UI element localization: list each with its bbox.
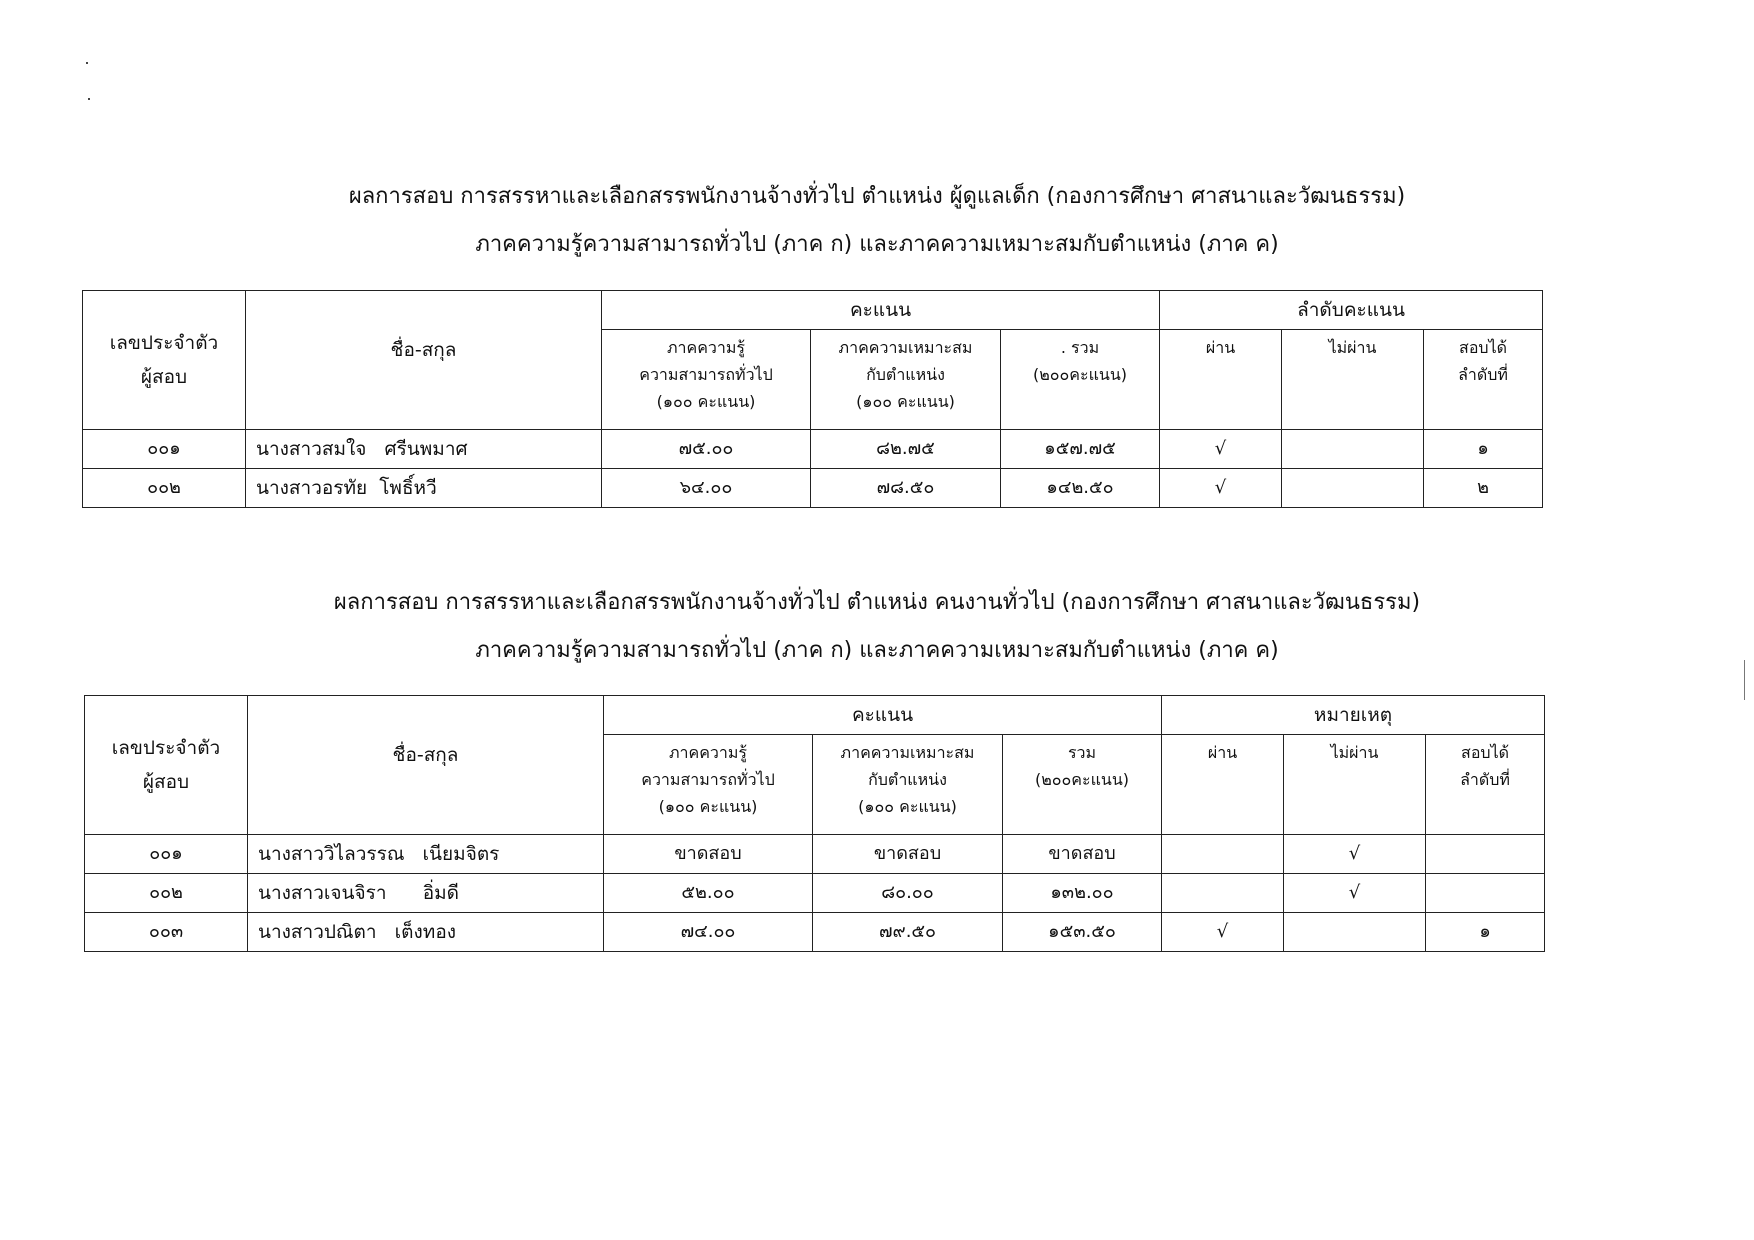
section2-title-line2: ภาคความรู้ความสามารถทั่วไป (ภาค ก) และภาคความเหมาะสมกับตำแหน่ง (ภาค ค) [475, 638, 1279, 663]
header-line: ลำดับคะแนน [1297, 299, 1405, 321]
cell-id: ๐๐๑ [83, 430, 246, 469]
table-row [85, 835, 1545, 874]
header-line: ผู้สอบ [142, 771, 190, 793]
col-header-fail [1284, 735, 1426, 835]
col-group-score [602, 291, 1160, 330]
cell-part-a: ๕๒.๐๐ [604, 874, 813, 913]
cell-fail [1282, 469, 1424, 508]
section1-title-line2: ภาคความรู้ความสามารถทั่วไป (ภาค ก) และภาคความเหมาะสมกับตำแหน่ง (ภาค ค) [475, 232, 1279, 257]
cell-total: ๑๓๒.๐๐ [1003, 874, 1162, 913]
section1-results-table [82, 290, 1543, 508]
table-row [85, 913, 1545, 952]
header-line: (๑๐๐ คะแนน) [656, 392, 756, 411]
header-line: กับตำแหน่ง [868, 770, 947, 789]
cell-id: ๐๐๑ [85, 835, 248, 874]
cell-total: ๑๕๓.๕๐ [1003, 913, 1162, 952]
col-header-name [248, 696, 604, 835]
header-line: ชื่อ-สกุล [390, 339, 457, 361]
col-header-pass [1160, 330, 1282, 430]
cell-rank: ๒ [1424, 469, 1543, 508]
header-line: ชื่อ-สกุล [392, 744, 459, 766]
cell-pass: √ [1160, 469, 1282, 508]
col-header-id [83, 291, 246, 430]
cell-total: ขาดสอบ [1003, 835, 1162, 874]
table-row [83, 469, 1543, 508]
header-line: ไม่ผ่าน [1328, 338, 1377, 357]
header-line: ภาคความรู้ [668, 743, 748, 762]
header-line: . รวม [1060, 338, 1100, 357]
cell-id: ๐๐๓ [85, 913, 248, 952]
header-line: ลำดับที่ [1460, 770, 1510, 789]
header-line: (๑๐๐ คะแนน) [658, 797, 758, 816]
section1-title-line1: ผลการสอบ การสรรหาและเลือกสรรพนักงานจ้างทั่วไป ตำแหน่ง ผู้ดูแลเด็ก (กองการศึกษา ศาสนาและวัฒนธรรม) [348, 184, 1406, 209]
section2-results-table [84, 695, 1545, 952]
col-header-part-a [604, 735, 813, 835]
cell-id: ๐๐๒ [85, 874, 248, 913]
header-line: ภาคความเหมาะสม [838, 338, 973, 357]
header-line: ผ่าน [1207, 743, 1238, 762]
header-line: สอบได้ [1461, 743, 1510, 762]
col-header-part-c [813, 735, 1003, 835]
cell-fail: √ [1284, 835, 1426, 874]
header-line: เลขประจำตัว [111, 737, 221, 759]
cell-part-c: ๗๙.๕๐ [813, 913, 1003, 952]
cell-name: นางสาวสมใจ ศรีนพมาศ [246, 430, 602, 469]
cell-part-c: ขาดสอบ [813, 835, 1003, 874]
header-line: ความสามารถทั่วไป [641, 770, 775, 789]
cell-name: นางสาวเจนจิรา อิ่มดี [248, 874, 604, 913]
header-line: ภาคความเหมาะสม [840, 743, 975, 762]
cell-name: นางสาวอรทัย โพธิ์หวี [246, 469, 602, 508]
col-header-part-a [602, 330, 811, 430]
col-group-result [1160, 291, 1543, 330]
cell-id: ๐๐๒ [83, 469, 246, 508]
col-header-name [246, 291, 602, 430]
header-line: (๑๐๐ คะแนน) [858, 797, 957, 816]
cell-pass [1162, 874, 1284, 913]
header-line: รวม [1067, 743, 1097, 762]
cell-pass [1162, 835, 1284, 874]
cell-pass: √ [1162, 913, 1284, 952]
col-header-total [1003, 735, 1162, 835]
header-line: หมายเหตุ [1313, 704, 1393, 726]
cell-total: ๑๕๗.๗๕ [1001, 430, 1160, 469]
header-line: คะแนน [849, 299, 912, 321]
col-header-part-c [811, 330, 1001, 430]
cell-part-a: ๖๔.๐๐ [602, 469, 811, 508]
col-header-rank [1426, 735, 1545, 835]
header-line: (๒๐๐คะแนน) [1034, 770, 1130, 789]
header-line: ไม่ผ่าน [1330, 743, 1379, 762]
header-line: เลขประจำตัว [109, 332, 219, 354]
header-line: กับตำแหน่ง [866, 365, 945, 384]
cell-part-c: ๘๒.๗๕ [811, 430, 1001, 469]
cell-part-c: ๗๘.๕๐ [811, 469, 1001, 508]
scan-speck [88, 98, 90, 100]
table-row [83, 430, 1543, 469]
header-line: คะแนน [851, 704, 914, 726]
cell-name: นางสาววิไลวรรณ เนียมจิตร [248, 835, 604, 874]
header-line: (๒๐๐คะแนน) [1032, 365, 1128, 384]
col-header-total [1001, 330, 1160, 430]
cell-rank [1426, 874, 1545, 913]
cell-part-a: ๗๔.๐๐ [604, 913, 813, 952]
col-group-result [1162, 696, 1545, 735]
cell-fail: √ [1284, 874, 1426, 913]
table-row [85, 874, 1545, 913]
col-group-score [604, 696, 1162, 735]
cell-part-a: ขาดสอบ [604, 835, 813, 874]
cell-pass: √ [1160, 430, 1282, 469]
col-header-id [85, 696, 248, 835]
section2-title-line1: ผลการสอบ การสรรหาและเลือกสรรพนักงานจ้างทั่วไป ตำแหน่ง คนงานทั่วไป (กองการศึกษา ศาสนาและวัฒนธรรม) [333, 590, 1421, 615]
cell-name: นางสาวปณิตา เต็งทอง [248, 913, 604, 952]
cell-total: ๑๔๒.๕๐ [1001, 469, 1160, 508]
header-line: ลำดับที่ [1458, 365, 1508, 384]
col-header-pass [1162, 735, 1284, 835]
cell-fail [1284, 913, 1426, 952]
header-line: ความสามารถทั่วไป [639, 365, 773, 384]
cell-part-c: ๘๐.๐๐ [813, 874, 1003, 913]
cell-rank: ๑ [1424, 430, 1543, 469]
scan-speck [86, 62, 88, 64]
cell-rank: ๑ [1426, 913, 1545, 952]
header-line: ภาคความรู้ [666, 338, 746, 357]
scan-edge-mark [1744, 660, 1745, 700]
col-header-fail [1282, 330, 1424, 430]
col-header-rank [1424, 330, 1543, 430]
cell-part-a: ๗๕.๐๐ [602, 430, 811, 469]
header-line: (๑๐๐ คะแนน) [856, 392, 955, 411]
cell-rank [1426, 835, 1545, 874]
cell-fail [1282, 430, 1424, 469]
header-line: สอบได้ [1459, 338, 1508, 357]
header-line: ผู้สอบ [140, 366, 188, 388]
header-line: ผ่าน [1205, 338, 1236, 357]
